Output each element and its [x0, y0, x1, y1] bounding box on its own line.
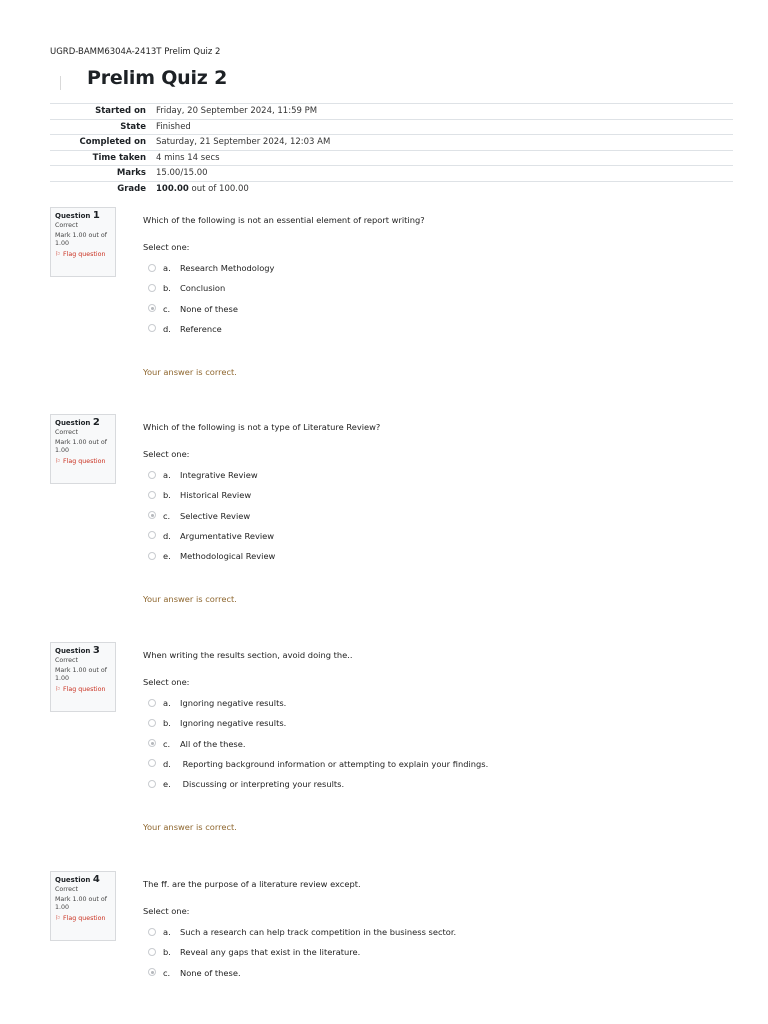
option-letter: c. — [163, 967, 171, 978]
question-status: Correct — [55, 429, 78, 436]
question-status: Correct — [55, 886, 78, 893]
option-text: None of these — [180, 303, 238, 314]
question-word: Question — [55, 876, 91, 884]
select-one-prompt: Select one: — [143, 677, 190, 687]
question-status: Correct — [55, 657, 78, 664]
question-text: Which of the following is not a type of Literature Review? — [143, 422, 381, 432]
summary-value: Friday, 20 September 2024, 11:59 PM — [156, 104, 733, 120]
option-letter: a. — [163, 470, 171, 480]
option-text: Historical Review — [180, 490, 252, 501]
question-number-label — [55, 647, 111, 655]
answer-option[interactable] — [148, 946, 360, 958]
title-divider — [60, 76, 61, 90]
option-letter: e. — [163, 779, 171, 790]
radio-button[interactable] — [148, 928, 156, 936]
radio-button[interactable] — [148, 699, 156, 707]
answer-option[interactable] — [148, 738, 246, 750]
radio-button[interactable] — [148, 511, 156, 519]
summary-label: State — [50, 119, 156, 135]
summary-value — [156, 181, 733, 196]
answer-option[interactable] — [148, 282, 225, 294]
select-one-prompt: Select one: — [143, 906, 190, 916]
flag-question-label: Flag question — [63, 686, 106, 693]
flag-icon: ⚐ — [55, 458, 61, 465]
question-text: The ff. are the purpose of a literature review except. — [143, 879, 361, 889]
answer-option[interactable] — [148, 323, 222, 335]
option-letter: e. — [163, 551, 171, 562]
question-number-label — [55, 419, 111, 427]
option-text: All of the these. — [180, 738, 246, 749]
radio-button[interactable] — [148, 948, 156, 956]
option-text: Methodological Review — [180, 551, 276, 562]
option-letter: a. — [163, 927, 171, 937]
option-letter: a. — [163, 263, 171, 273]
flag-question-link[interactable] — [55, 458, 111, 466]
grade-value: 100.00 — [156, 183, 189, 194]
question-number-label — [55, 876, 111, 884]
flag-question-link[interactable] — [55, 251, 111, 259]
summary-value: Saturday, 21 September 2024, 12:03 AM — [156, 135, 733, 151]
summary-row-completed — [50, 135, 733, 151]
select-one-prompt: Select one: — [143, 449, 190, 459]
option-text: Reference — [180, 323, 222, 334]
summary-value: Finished — [156, 119, 733, 135]
option-letter: b. — [163, 947, 171, 958]
radio-button[interactable] — [148, 780, 156, 788]
question-mark: Mark 1.00 out of 1.00 — [55, 896, 107, 911]
flag-question-label: Flag question — [63, 251, 106, 258]
option-letter: a. — [163, 698, 171, 708]
question-number-label — [55, 212, 111, 220]
question-text: Which of the following is not an essential element of report writing? — [143, 215, 425, 225]
summary-value: 4 mins 14 secs — [156, 150, 733, 166]
summary-label: Grade — [50, 181, 156, 196]
question-word: Question — [55, 212, 91, 220]
summary-row-state — [50, 119, 733, 135]
question-info-card — [50, 414, 116, 484]
flag-question-link[interactable] — [55, 686, 111, 694]
answer-option[interactable] — [148, 697, 286, 709]
answer-option[interactable] — [148, 550, 275, 562]
flag-icon: ⚐ — [55, 915, 61, 922]
answer-option[interactable] — [148, 967, 241, 979]
radio-button[interactable] — [148, 552, 156, 560]
feedback-text: Your answer is correct. — [143, 822, 237, 832]
question-number: 3 — [92, 645, 100, 656]
summary-row-marks — [50, 166, 733, 182]
answer-option[interactable] — [148, 758, 488, 770]
option-text: Reporting background information or attempting to explain your findings. — [180, 758, 489, 769]
option-letter: c. — [163, 510, 171, 521]
attempt-summary-table — [50, 103, 733, 196]
summary-value: 15.00/15.00 — [156, 166, 733, 182]
answer-option[interactable] — [148, 469, 258, 481]
answer-option[interactable] — [148, 489, 251, 501]
feedback-text: Your answer is correct. — [143, 367, 237, 377]
select-one-prompt: Select one: — [143, 242, 190, 252]
breadcrumb[interactable]: UGRD-BAMM6304A-2413T Prelim Quiz 2 — [50, 47, 221, 57]
option-text: Reveal any gaps that exist in the literature. — [180, 947, 361, 958]
question-number: 1 — [92, 210, 100, 221]
option-text: Such a research can help track competition in the business sector. — [180, 927, 457, 937]
answer-option[interactable] — [148, 303, 238, 315]
option-text: Integrative Review — [180, 470, 258, 480]
question-number: 2 — [92, 417, 100, 428]
radio-button[interactable] — [148, 304, 156, 312]
answer-option[interactable] — [148, 262, 274, 274]
flag-question-label: Flag question — [63, 915, 106, 922]
page-title: Prelim Quiz 2 — [87, 67, 228, 89]
question-status: Correct — [55, 222, 78, 229]
option-text: Ignoring negative results. — [180, 698, 287, 708]
option-letter: d. — [163, 758, 171, 769]
radio-button[interactable] — [148, 759, 156, 767]
summary-row-started — [50, 104, 733, 120]
answer-option[interactable] — [148, 530, 274, 542]
answer-option[interactable] — [148, 717, 286, 729]
option-text: Argumentative Review — [180, 530, 275, 541]
option-letter: b. — [163, 718, 171, 729]
question-mark: Mark 1.00 out of 1.00 — [55, 439, 107, 454]
option-text: Ignoring negative results. — [180, 718, 287, 729]
question-mark: Mark 1.00 out of 1.00 — [55, 667, 107, 682]
question-number: 4 — [92, 874, 100, 885]
question-word: Question — [55, 419, 91, 427]
question-info-card — [50, 207, 116, 277]
radio-button[interactable] — [148, 968, 156, 976]
summary-label: Completed on — [50, 135, 156, 151]
summary-row-grade — [50, 181, 733, 196]
option-text: Conclusion — [180, 283, 226, 294]
summary-label: Marks — [50, 166, 156, 182]
question-text: When writing the results section, avoid doing the.. — [143, 650, 353, 660]
option-letter: d. — [163, 323, 171, 334]
option-text: Research Methodology — [180, 263, 275, 273]
summary-label: Time taken — [50, 150, 156, 166]
summary-row-time-taken — [50, 150, 733, 166]
radio-button[interactable] — [148, 471, 156, 479]
option-letter: b. — [163, 283, 171, 294]
flag-icon: ⚐ — [55, 686, 61, 693]
option-letter: c. — [163, 303, 171, 314]
flag-icon: ⚐ — [55, 251, 61, 258]
question-info-card — [50, 642, 116, 712]
radio-button[interactable] — [148, 284, 156, 292]
option-text: Discussing or interpreting your results. — [180, 779, 345, 790]
question-mark: Mark 1.00 out of 1.00 — [55, 232, 107, 247]
answer-option[interactable] — [148, 926, 456, 938]
option-text: None of these. — [180, 967, 241, 978]
option-text: Selective Review — [180, 510, 251, 521]
option-letter: c. — [163, 738, 171, 749]
radio-button[interactable] — [148, 264, 156, 272]
radio-button[interactable] — [148, 491, 156, 499]
flag-question-label: Flag question — [63, 458, 106, 465]
summary-label: Started on — [50, 104, 156, 120]
radio-button[interactable] — [148, 531, 156, 539]
feedback-text: Your answer is correct. — [143, 594, 237, 604]
radio-button[interactable] — [148, 739, 156, 747]
radio-button[interactable] — [148, 719, 156, 727]
answer-option[interactable] — [148, 510, 250, 522]
answer-option[interactable] — [148, 778, 344, 790]
option-letter: b. — [163, 490, 171, 501]
option-letter: d. — [163, 530, 171, 541]
grade-total: out of 100.00 — [188, 183, 249, 194]
flag-question-link[interactable] — [55, 915, 111, 923]
question-word: Question — [55, 647, 91, 655]
radio-button[interactable] — [148, 324, 156, 332]
question-info-card — [50, 871, 116, 941]
